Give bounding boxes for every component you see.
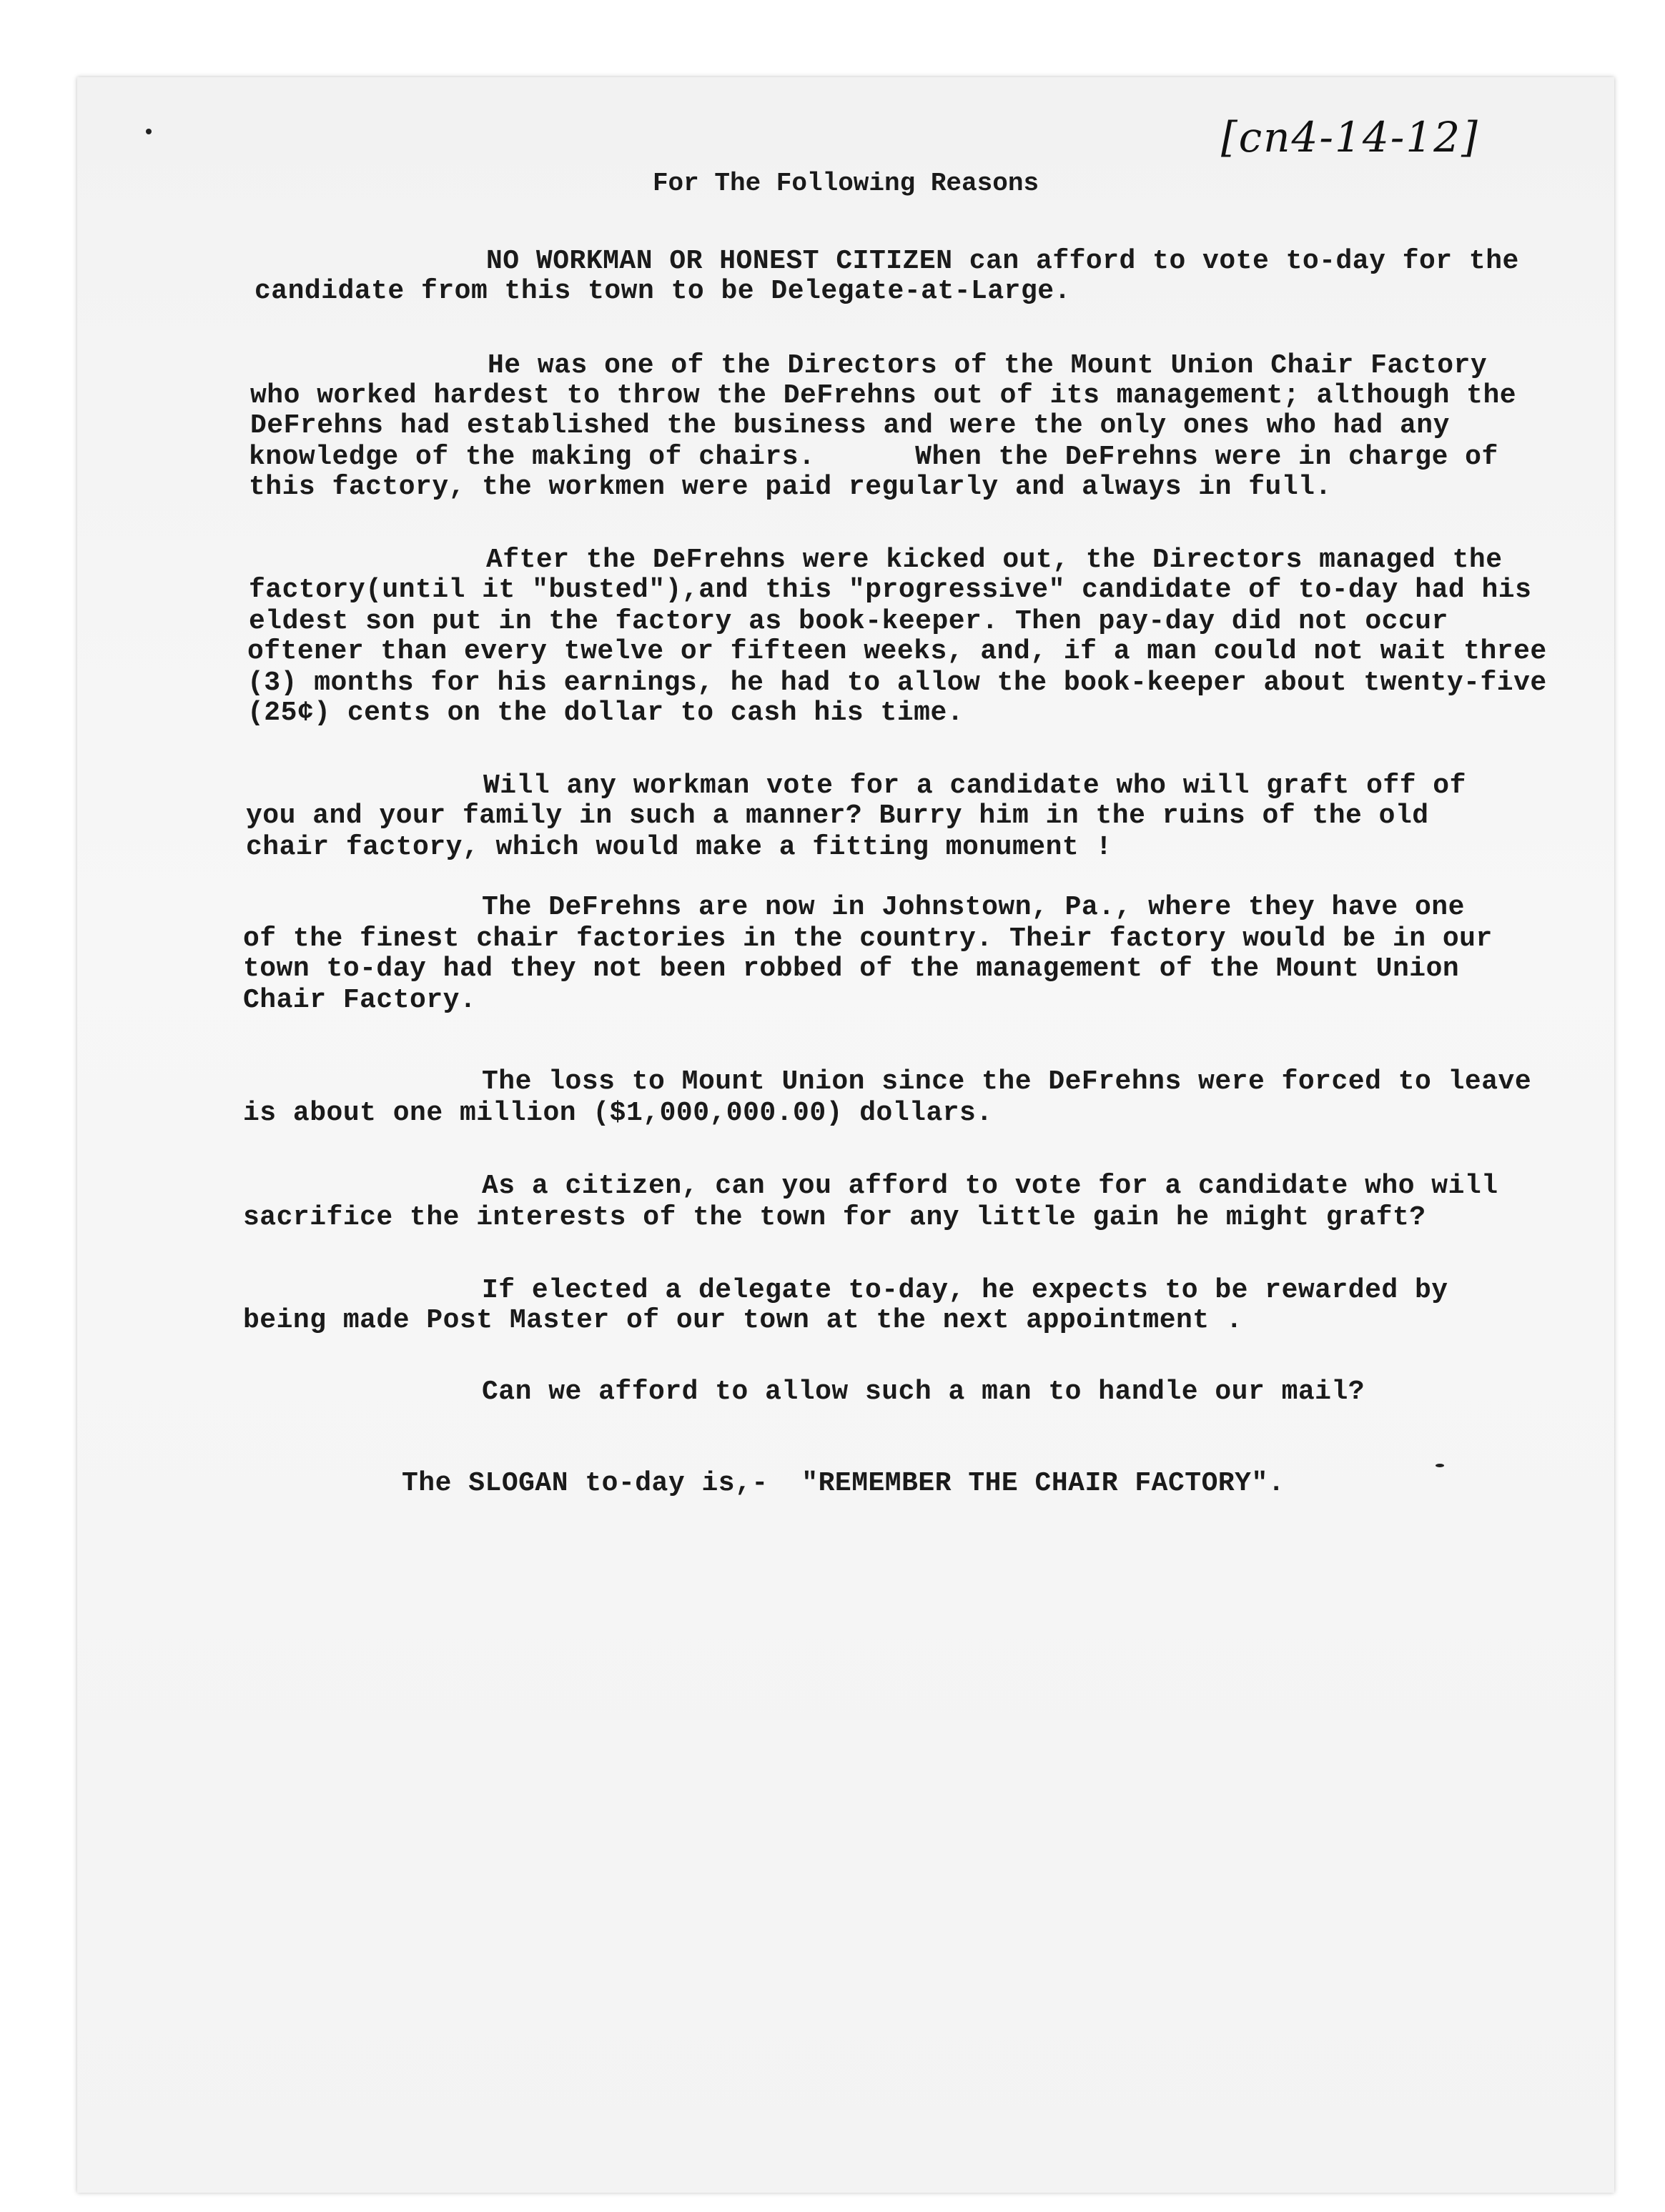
text-line: The loss to Mount Union since the DeFrehns were forced to leave [482,1066,1532,1097]
document-title: For The Following Reasons [652,169,1039,198]
text-line: Can we afford to allow such a man to handle our mail? [482,1377,1365,1407]
text-line: DeFrehns had established the business and were the only ones who had any [250,410,1450,441]
text-line: If elected a delegate to-day, he expects to be rewarded by [482,1275,1448,1306]
text-line: this factory, the workmen were paid regularly and always in full. [249,472,1332,502]
text-line: knowledge of the making of chairs. When the DeFrehns were in charge of [249,442,1498,472]
text-line: being made Post Master of our town at the next appointment . [243,1305,1243,1336]
text-line: town to-day had they not been robbed of the management of the Mount Union [243,953,1460,984]
text-line: eldest son put in the factory as book-keeper. Then pay-day did not occur [249,606,1448,637]
text-line: He was one of the Directors of the Mount Union Chair Factory [488,350,1488,381]
text-line: is about one million ($1,000,000.00) dollars. [243,1098,993,1129]
text-line: factory(until it "busted"),and this "progressive" candidate of to-day had his [249,575,1532,605]
handwritten-annotation: [cn4-14-12] [1221,113,1479,162]
text-line: oftener than every twelve or fifteen weeks, and, if a man could not wait three [247,636,1547,667]
text-line: NO WORKMAN OR HONEST CITIZEN can afford to vote to-day for the [486,246,1519,277]
text-line: candidate from this town to be Delegate-at-Large. [255,276,1071,307]
text-line: chair factory, which would make a fitting monument ! [246,832,1112,863]
text-line: who worked hardest to throw the DeFrehns out of its management; although the [250,380,1517,411]
text-line: As a citizen, can you afford to vote for a candidate who will [482,1171,1498,1201]
speck-mark [146,129,152,134]
text-line: you and your family in such a manner? Burry him in the ruins of the old [246,800,1429,831]
text-line: Chair Factory. [243,985,477,1016]
speck-mark [1436,1464,1444,1467]
text-line: Will any workman vote for a candidate who will graft off of [483,770,1466,801]
text-line: of the finest chair factories in the country. Their factory would be in our [243,923,1493,954]
text-line: After the DeFrehns were kicked out, the Directors managed the [486,545,1503,575]
text-line: The DeFrehns are now in Johnstown, Pa., where they have one [482,892,1465,923]
text-line: (25¢) cents on the dollar to cash his time. [247,698,964,728]
text-line: sacrifice the interests of the town for any little gain he might graft? [243,1202,1426,1233]
document-page [77,77,1614,2193]
text-line: (3) months for his earnings, he had to allow the book-keeper about twenty-five [247,668,1547,698]
slogan-line: The SLOGAN to-day is,- "REMEMBER THE CHAIR FACTORY". [402,1468,1285,1499]
